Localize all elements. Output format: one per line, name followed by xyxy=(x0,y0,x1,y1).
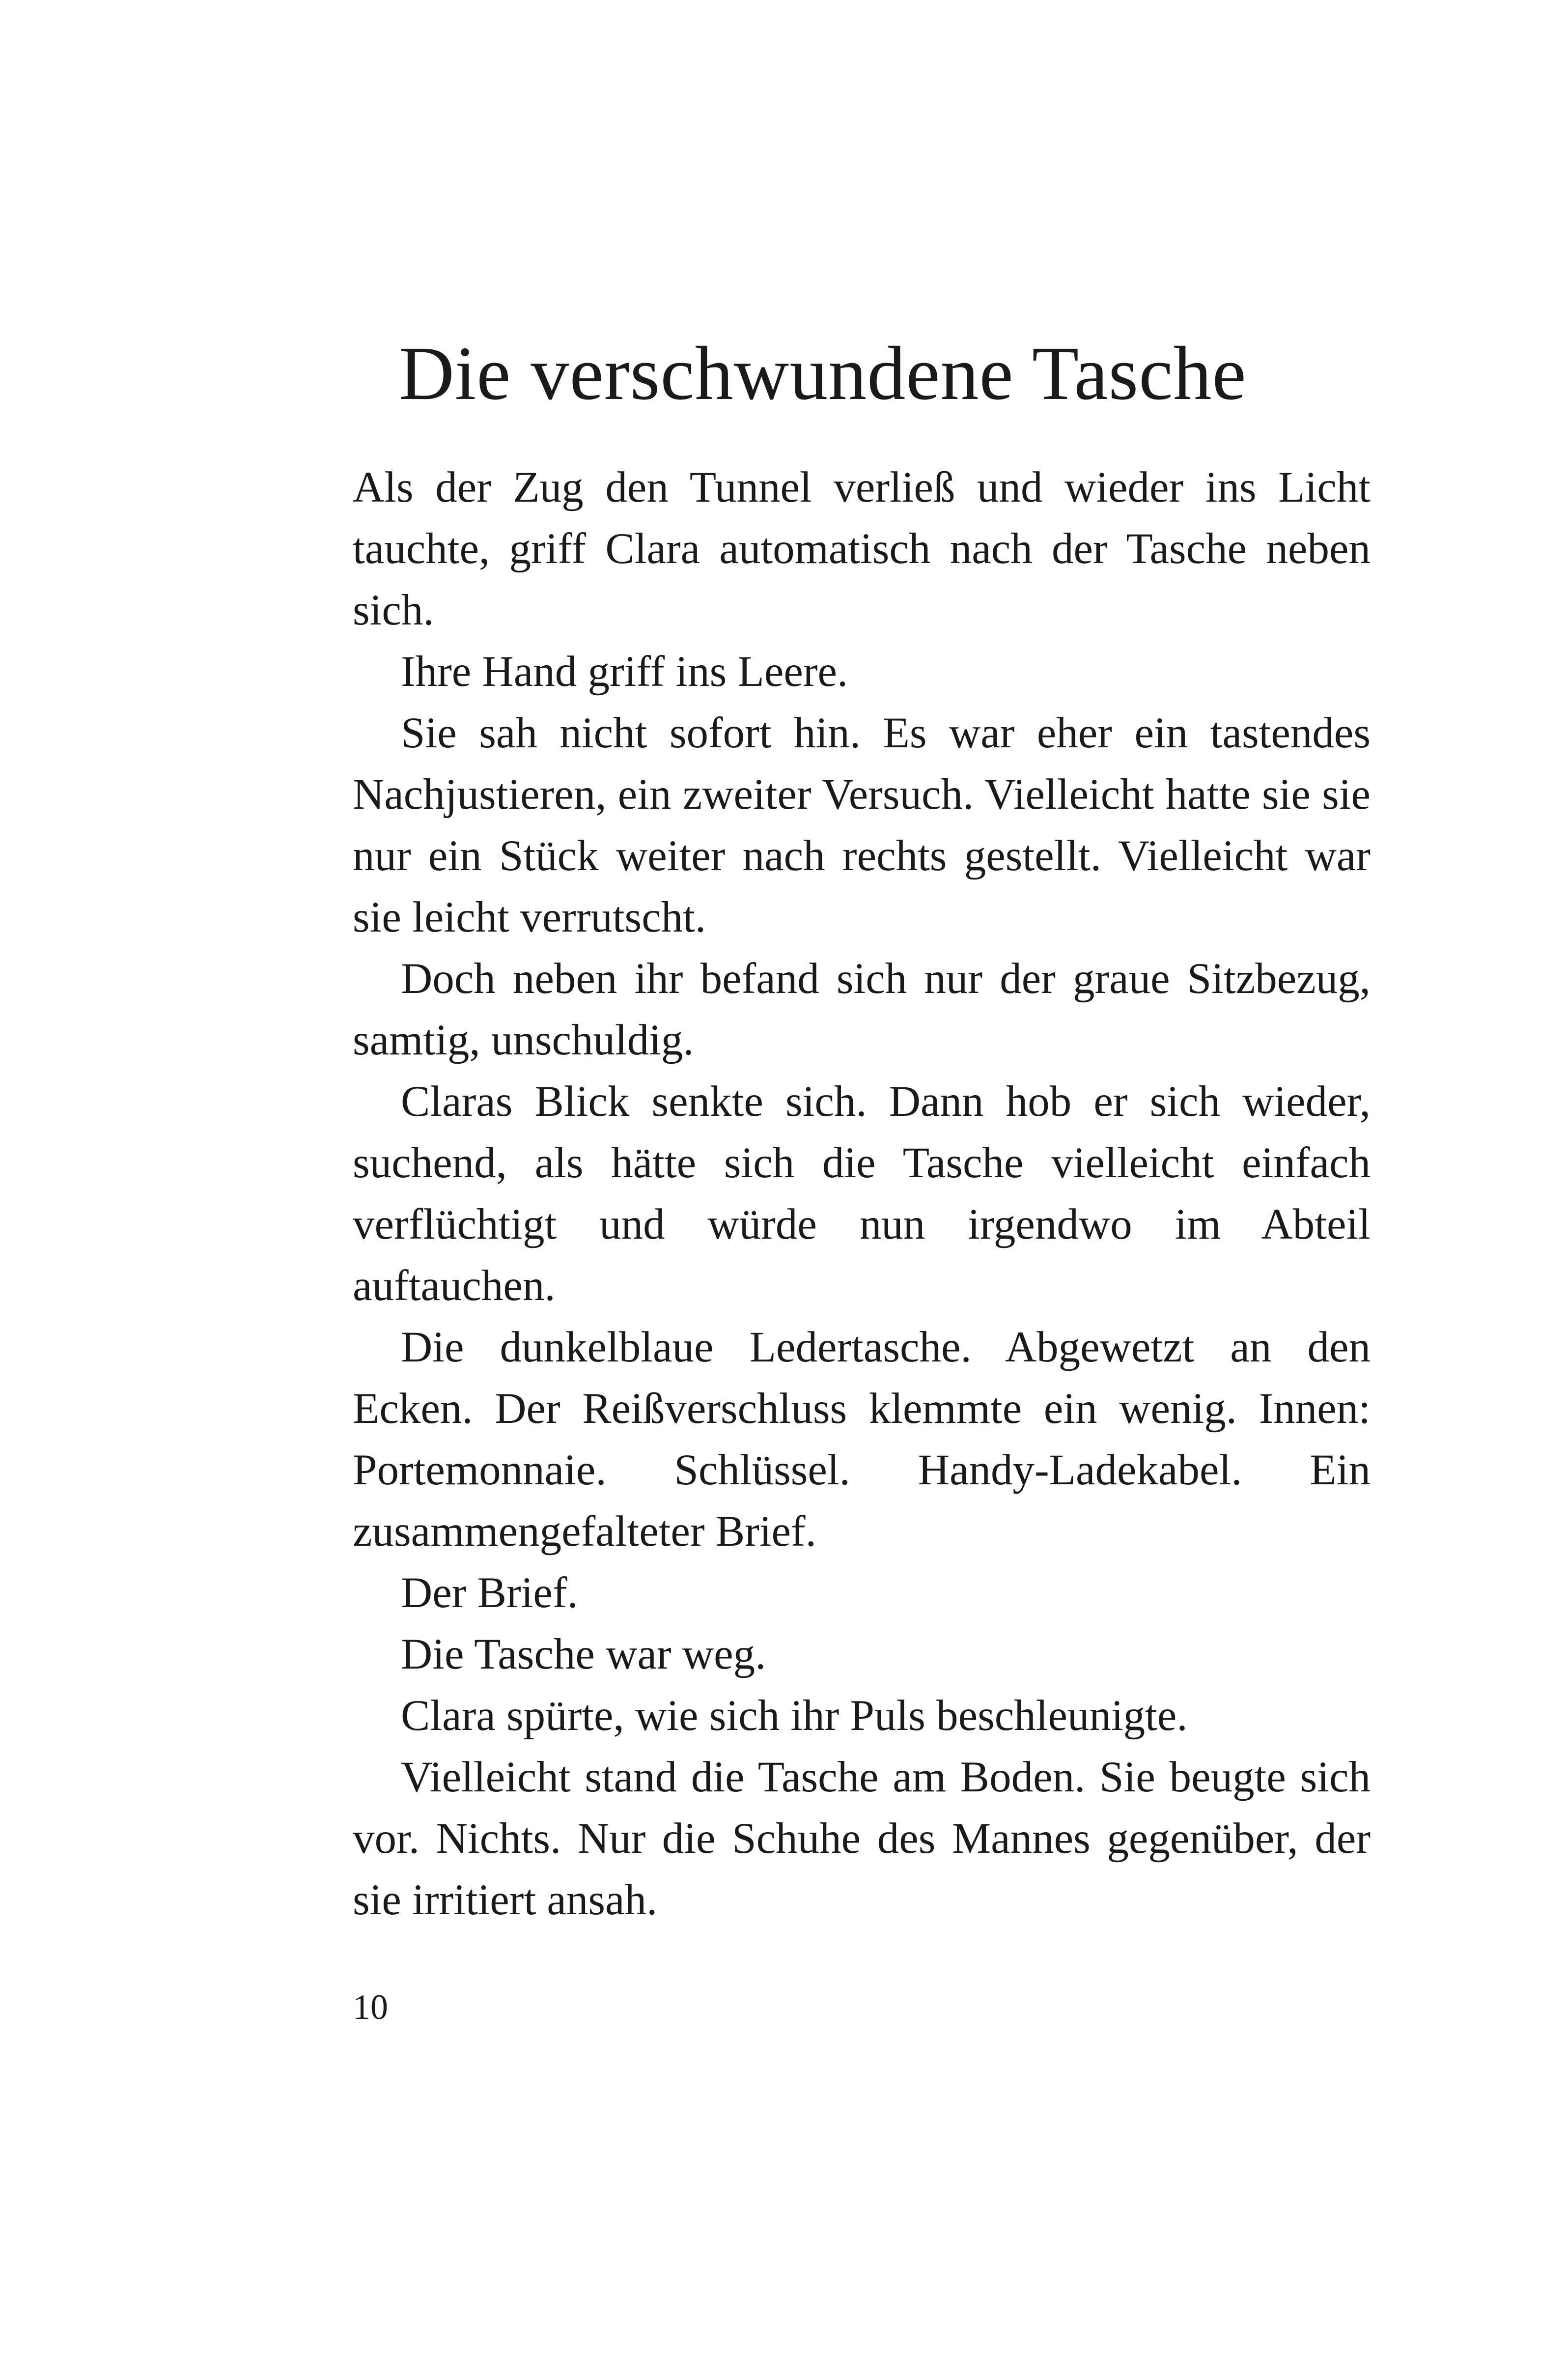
chapter-title: Die verschwundene Tasche xyxy=(399,331,1247,416)
paragraph: Doch neben ihr befand sich nur der graue Sitzbezug, samtig, unschuldig. xyxy=(353,955,1371,1064)
paragraph: Ihre Hand griff ins Leere. xyxy=(401,648,848,696)
paragraph: Clara spürte, wie sich ihr Puls beschleunigte. xyxy=(401,1692,1188,1740)
paragraph: Der Brief. xyxy=(401,1569,578,1617)
paragraph: Claras Blick senkte sich. Dann hob er sich wieder, suchend, als hätte sich die Tasche vielleicht einfach verflüchtigt und würde nun irgendwo im Abteil auftauchen. xyxy=(353,1077,1371,1310)
paragraph: Sie sah nicht sofort hin. Es war eher ein tastendes Nachjustieren, ein zweiter Versuch. Vielleicht hatte sie sie nur ein Stück weiter nach rechts gestellt. Vielleicht war sie leicht verrutscht. xyxy=(353,709,1371,941)
paragraph: Als der Zug den Tunnel verließ und wieder ins Licht tauchte, griff Clara automatisch nach der Tasche neben sich. xyxy=(353,463,1371,634)
paragraph: Vielleicht stand die Tasche am Boden. Sie beugte sich vor. Nichts. Nur die Schuhe des Mannes gegenüber, der sie irritiert ansah. xyxy=(353,1753,1371,1924)
page-number: 10 xyxy=(353,1987,388,2027)
paragraph: Die dunkelblaue Ledertasche. Abgewetzt an den Ecken. Der Reißverschluss klemmte ein wenig. Innen: Portemonnaie. Schlüssel. Handy-Ladekabel. Ein zusammengefalteter Brief. xyxy=(353,1323,1371,1556)
paragraph: Die Tasche war weg. xyxy=(401,1630,766,1678)
body-text xyxy=(353,457,1371,1931)
